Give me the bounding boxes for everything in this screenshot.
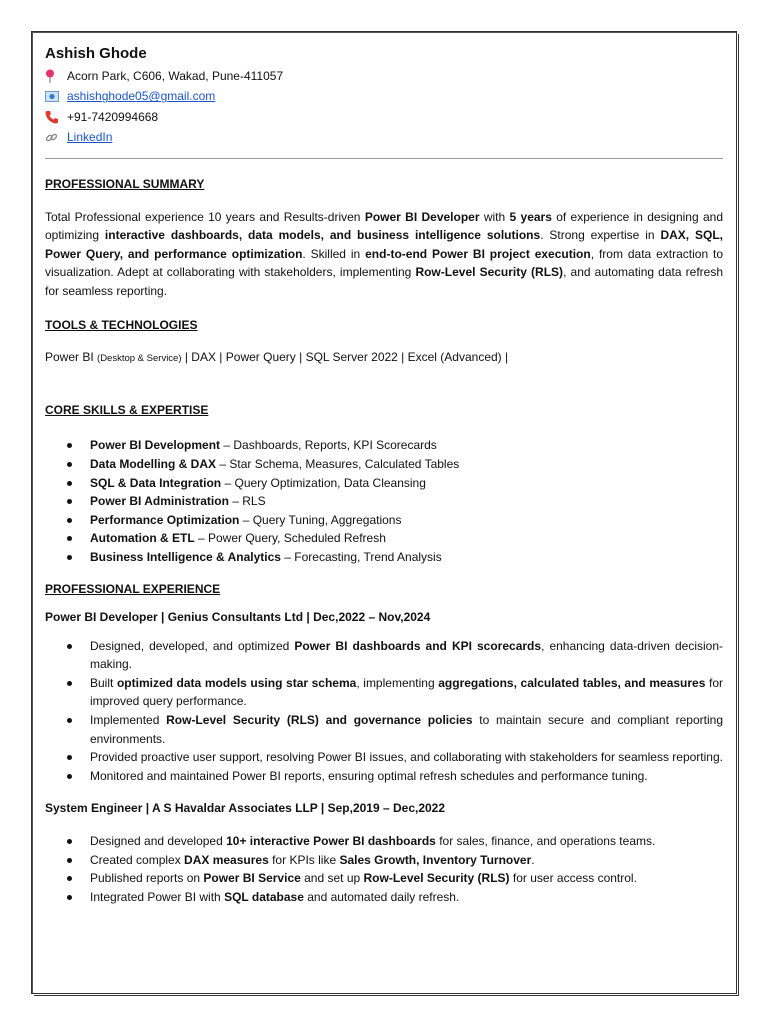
skill-text: – Star Schema, Measures, Calculated Tables bbox=[216, 456, 460, 471]
summary-text: . Strong expertise in bbox=[540, 228, 661, 243]
tools-heading: TOOLS & TECHNOLOGIES bbox=[45, 317, 198, 332]
bullet-bold-text: Power BI dashboards and KPI scorecards bbox=[294, 638, 542, 653]
summary-text: , from data extraction to visualization. Adept at collaborating with stakeholders, implementing bbox=[45, 246, 724, 280]
tools-line bbox=[45, 348, 723, 369]
link-icon bbox=[45, 131, 67, 144]
bullet-text: Implemented bbox=[90, 713, 167, 728]
linkedin-link[interactable]: LinkedIn bbox=[67, 130, 113, 145]
job-bullet bbox=[45, 748, 723, 767]
skill-text: – Dashboards, Reports, KPI Scorecards bbox=[220, 438, 437, 453]
tools-rest: | DAX | Power Query | SQL Server 2022 | Excel (Advanced) | bbox=[181, 350, 509, 365]
bullet-text: , enhancing data-driven decision-making. bbox=[90, 638, 724, 672]
summary-bold-text: Row-Level Security (RLS) bbox=[415, 265, 564, 280]
tools-small: (Desktop & Service) bbox=[97, 353, 182, 365]
bullet-text: for improved query performance. bbox=[90, 675, 724, 709]
skill-bold-text: Power BI Administration bbox=[90, 494, 229, 509]
bullet-text: for user access control. bbox=[509, 871, 637, 886]
skill-text: – Forecasting, Trend Analysis bbox=[280, 549, 442, 564]
map-pin-icon bbox=[45, 69, 67, 83]
bullet-bold-text: 10+ interactive Power BI dashboards bbox=[226, 834, 436, 849]
job-1-bullets bbox=[45, 637, 723, 786]
skills-heading: CORE SKILLS & EXPERTISE bbox=[45, 402, 209, 417]
skill-text: – Query Tuning, Aggregations bbox=[239, 512, 402, 527]
skill-item bbox=[45, 492, 723, 511]
job-2-bullets bbox=[45, 832, 723, 906]
email-icon bbox=[45, 91, 67, 102]
experience-heading: PROFESSIONAL EXPERIENCE bbox=[45, 581, 221, 596]
job-title-2: System Engineer | A S Havaldar Associates LLP | Sep,2019 – Dec,2022 bbox=[45, 801, 446, 816]
candidate-name: Ashish Ghode bbox=[45, 45, 147, 62]
job-bullet bbox=[45, 674, 723, 711]
bullet-bold-text: Power BI Service bbox=[203, 871, 301, 886]
summary-bold-text: interactive dashboards, data models, and business intelligence solutions bbox=[104, 228, 541, 243]
summary-text: of experience in designing and optimizing bbox=[45, 209, 723, 243]
skills-list bbox=[45, 436, 723, 566]
skill-bold-text: Data Modelling & DAX bbox=[90, 456, 217, 471]
job-bullet bbox=[45, 851, 723, 870]
bullet-text: . bbox=[531, 852, 535, 867]
bullet-bold-text: Row-Level Security (RLS) and governance policies bbox=[166, 713, 473, 728]
summary-bold-text: end-to-end Power BI project execution bbox=[365, 246, 591, 261]
bullet-bold-text: DAX measures bbox=[184, 852, 269, 867]
job-bullet bbox=[45, 888, 723, 907]
summary-text: Total Professional experience 10 years and Results-driven bbox=[45, 209, 365, 224]
email-link[interactable]: ashishghode05@gmail.com bbox=[67, 89, 216, 104]
bullet-text: and automated daily refresh. bbox=[303, 889, 460, 904]
summary-text: , and automating data refresh for seamless reporting. bbox=[45, 265, 724, 298]
bullet-text: for KPIs like bbox=[268, 852, 340, 867]
summary-text: . Skilled in bbox=[302, 246, 366, 261]
linkedin-line bbox=[45, 128, 723, 149]
job-bullet bbox=[45, 767, 723, 786]
email-line bbox=[45, 87, 723, 108]
bullet-text: Designed and developed bbox=[90, 834, 227, 849]
summary-bold-text: DAX, SQL, Power Query, and performance optimization bbox=[45, 228, 723, 261]
job-bullet bbox=[45, 711, 723, 748]
bullet-text: Designed, developed, and optimized bbox=[90, 638, 295, 653]
skill-item bbox=[45, 436, 723, 455]
skill-bold-text: Performance Optimization bbox=[90, 512, 240, 527]
skill-text: – Query Optimization, Data Cleansing bbox=[221, 475, 426, 490]
bullet-text: and set up bbox=[300, 871, 364, 886]
bullet-text: Built bbox=[90, 675, 117, 690]
bullet-bold-text: Sales Growth, Inventory Turnover bbox=[339, 852, 532, 867]
skill-bold-text: SQL & Data Integration bbox=[90, 475, 222, 490]
phone-text: +91-7420994668 bbox=[67, 109, 159, 124]
skill-bold-text: Automation & ETL bbox=[90, 531, 195, 546]
bullet-text: Published reports on bbox=[90, 871, 204, 886]
bullet-bold-text: aggregations, calculated tables, and measures bbox=[438, 675, 706, 690]
job-bullet bbox=[45, 832, 723, 851]
job-bullet bbox=[45, 869, 723, 888]
bullet-bold-text: Row-Level Security (RLS) bbox=[363, 871, 510, 886]
bullet-text: Created complex bbox=[90, 852, 185, 867]
skill-item bbox=[45, 529, 723, 548]
bullet-bold-text: SQL database bbox=[224, 889, 304, 904]
bullet-text: , implementing bbox=[356, 675, 439, 690]
phone-line bbox=[45, 107, 723, 128]
bullet-text: for sales, finance, and operations teams. bbox=[435, 834, 656, 849]
resume-content bbox=[45, 44, 723, 906]
skill-item bbox=[45, 511, 723, 530]
skill-text: – Power Query, Scheduled Refresh bbox=[194, 531, 386, 546]
job-bullet bbox=[45, 637, 723, 674]
skill-text: – RLS bbox=[228, 494, 266, 509]
skill-bold-text: Power BI Development bbox=[90, 438, 221, 453]
skill-item bbox=[45, 455, 723, 474]
summary-text: with bbox=[479, 209, 510, 224]
bullet-text: Provided proactive user support, resolving Power BI issues, and collaborating with stakeholders for seamless reporting. bbox=[90, 750, 723, 765]
skill-item bbox=[45, 548, 723, 567]
bullet-text: Monitored and maintained Power BI reports, ensuring optimal refresh schedules and performance tuning. bbox=[90, 768, 648, 783]
job-title-1: Power BI Developer | Genius Consultants Ltd | Dec,2022 – Nov,2024 bbox=[45, 610, 431, 625]
phone-icon bbox=[45, 110, 67, 124]
address-text: Acorn Park, C606, Wakad, Pune-411057 bbox=[67, 68, 284, 83]
tools-prefix: Power BI bbox=[45, 350, 98, 365]
summary-paragraph bbox=[45, 208, 723, 301]
header-divider bbox=[45, 158, 723, 159]
summary-heading: PROFESSIONAL SUMMARY bbox=[45, 177, 205, 191]
address-line bbox=[45, 66, 723, 87]
bullet-text: Integrated Power BI with bbox=[90, 889, 225, 904]
summary-bold-text: 5 years bbox=[509, 209, 552, 224]
skill-item bbox=[45, 474, 723, 493]
bullet-text: to maintain secure and compliant reporting environments. bbox=[90, 713, 724, 746]
summary-bold-text: Power BI Developer bbox=[364, 209, 480, 224]
bullet-bold-text: optimized data models using star schema bbox=[116, 675, 357, 690]
skill-bold-text: Business Intelligence & Analytics bbox=[90, 549, 281, 564]
